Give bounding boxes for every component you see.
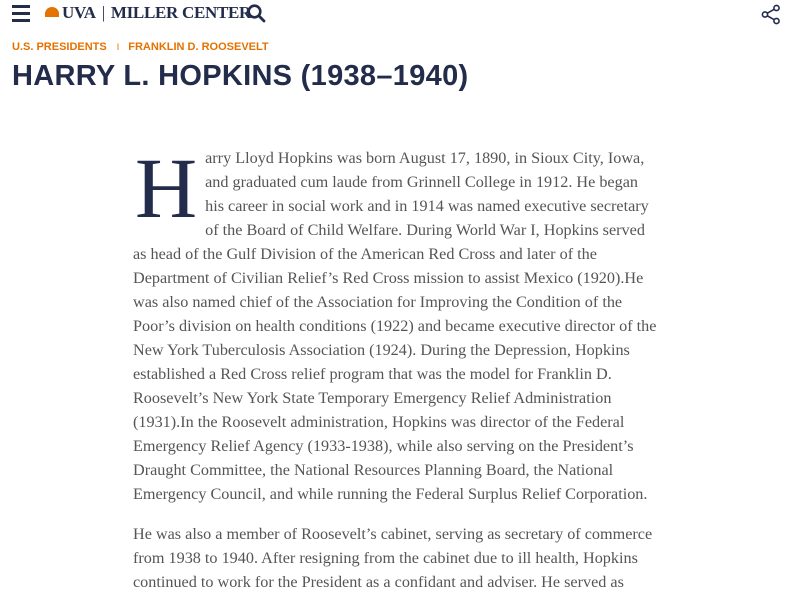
- logo-uva: UVA: [62, 3, 96, 22]
- logo-miller-center: MILLER CENTER: [110, 3, 252, 22]
- article-body: [133, 140, 673, 610]
- article-line: He was also a member of Roosevelt’s cabinet, serving as secretary of commerce: [133, 525, 653, 543]
- page-title: HARRY L. HOPKINS (1938–1940): [12, 60, 469, 92]
- article-line: from 1938 to 1940. After resigning from the cabinet due to ill health, Hopkins: [133, 549, 638, 567]
- article-paragraph: [133, 522, 673, 594]
- article-line: Department of Civilian Relief’s Red Cross mission to assist Mexico (1920).He: [133, 269, 644, 287]
- hamburger-menu-icon[interactable]: [12, 5, 30, 21]
- article-line: of the Board of Child Welfare. During World War I, Hopkins served: [205, 221, 645, 239]
- article-line: as head of the Gulf Division of the American Red Cross and later of the: [133, 245, 597, 263]
- article-line: Draught Committee, the National Resources Planning Board, the National: [133, 461, 614, 479]
- article-line: Emergency Relief Agency (1933-1938), while also serving on the President’s: [133, 437, 634, 455]
- breadcrumb-us-presidents[interactable]: U.S. PRESIDENTS: [12, 41, 107, 53]
- article-line: continued to work for the President as a confidant and adviser. He served as: [133, 573, 624, 591]
- article-line: was also named chief of the Association for Improving the Condition of the: [133, 293, 623, 311]
- site-header: [0, 0, 792, 30]
- drop-cap: H: [135, 140, 198, 236]
- breadcrumb: [12, 41, 269, 53]
- search-icon[interactable]: [247, 4, 266, 28]
- miller-center-logo[interactable]: [45, 3, 251, 23]
- share-icon[interactable]: [761, 4, 781, 30]
- article-line: (1931).In the Roosevelt administration, Hopkins was director of the Federal: [133, 413, 625, 431]
- article-line: Emergency Council, and while running the Federal Surplus Relief Corporation.: [133, 485, 648, 503]
- logo-separator: |: [101, 3, 105, 22]
- article-line: Poor’s division on health conditions (1922) and became executive director of the: [133, 317, 657, 335]
- article-line: arry Lloyd Hopkins was born August 17, 1890, in Sioux City, Iowa,: [205, 149, 645, 167]
- breadcrumb-separator: I: [116, 42, 120, 52]
- breadcrumb-fdr[interactable]: FRANKLIN D. ROOSEVELT: [128, 41, 269, 53]
- article-line: and graduated cum laude from Grinnell College in 1912. He began: [205, 173, 638, 191]
- article-line: his career in social work and in 1914 was named executive secretary: [205, 197, 649, 215]
- article-paragraph: [133, 140, 673, 506]
- article-line: Roosevelt’s New York State Temporary Emergency Relief Administration: [133, 389, 612, 407]
- article-line: established a Red Cross relief program that was the model for Franklin D.: [133, 365, 612, 383]
- article-line: New York Tuberculosis Association (1924). During the Depression, Hopkins: [133, 341, 630, 359]
- rotunda-icon: [45, 7, 59, 17]
